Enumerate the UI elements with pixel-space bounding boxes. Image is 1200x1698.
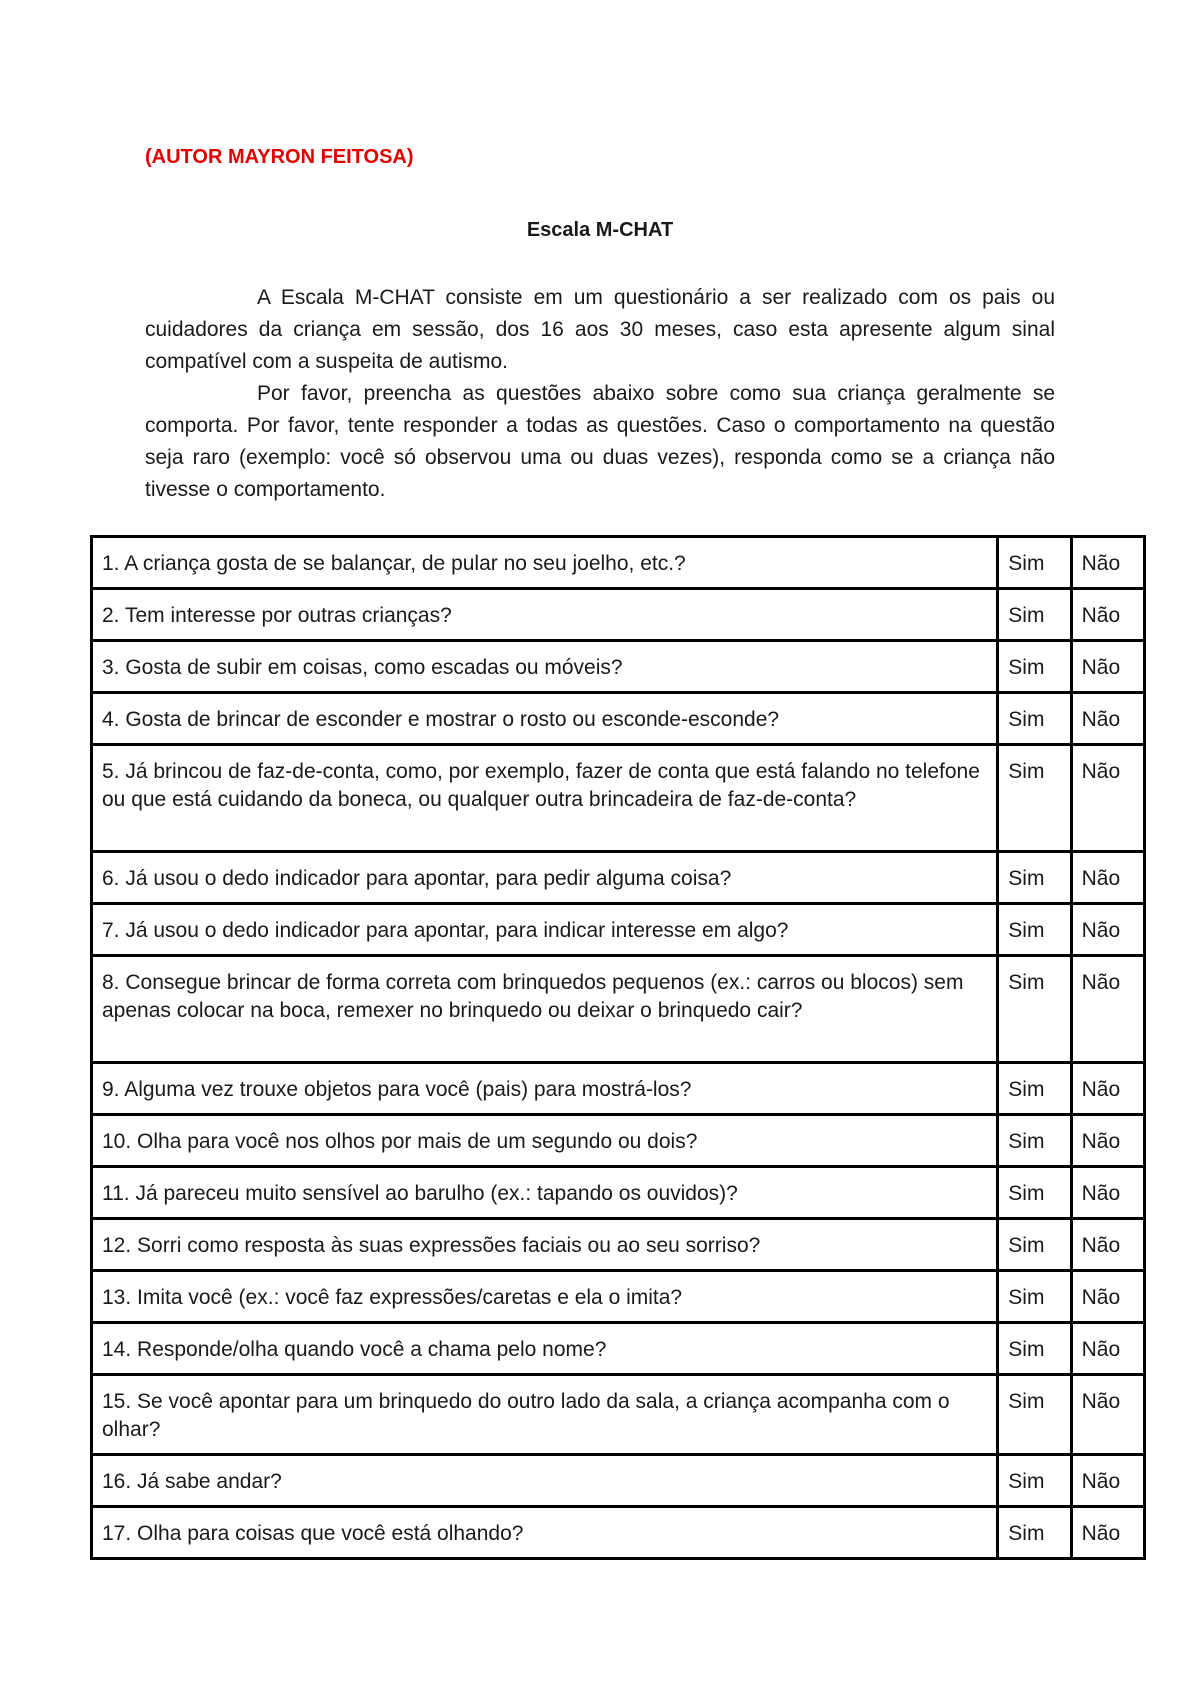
answer-yes[interactable]: Sim xyxy=(998,693,1071,745)
page-title: Escala M-CHAT xyxy=(526,219,674,241)
table-row xyxy=(92,537,1145,589)
answer-no[interactable]: Não xyxy=(1071,1323,1144,1375)
question-text: 3. Gosta de subir em coisas, como escadas ou móveis? xyxy=(92,641,998,693)
question-text: 11. Já pareceu muito sensível ao barulho (ex.: tapando os ouvidos)? xyxy=(92,1167,998,1219)
answer-yes[interactable]: Sim xyxy=(998,537,1071,589)
answer-yes[interactable]: Sim xyxy=(998,1507,1071,1559)
answer-yes[interactable]: Sim xyxy=(998,956,1071,1063)
table-row xyxy=(92,693,1145,745)
author-note: (AUTOR MAYRON FEITOSA) xyxy=(145,146,414,168)
answer-yes[interactable]: Sim xyxy=(998,1063,1071,1115)
table-row xyxy=(92,1455,1145,1507)
answer-no[interactable]: Não xyxy=(1071,745,1144,852)
answer-no[interactable]: Não xyxy=(1071,1219,1144,1271)
answer-yes[interactable]: Sim xyxy=(998,1271,1071,1323)
table-row xyxy=(92,852,1145,904)
table-row xyxy=(92,1375,1145,1455)
table-row xyxy=(92,641,1145,693)
table-row xyxy=(92,1323,1145,1375)
answer-no[interactable]: Não xyxy=(1071,904,1144,956)
intro-paragraph: A Escala M-CHAT consiste em um questionário a ser realizado com os pais ou cuidadores da criança em sessão, dos 16 aos 30 meses, caso esta apresente algum sinal compatível com a suspeita de autismo. xyxy=(145,286,1055,373)
question-text: 14. Responde/olha quando você a chama pelo nome? xyxy=(92,1323,998,1375)
question-text: 9. Alguma vez trouxe objetos para você (pais) para mostrá-los? xyxy=(92,1063,998,1115)
answer-no[interactable]: Não xyxy=(1071,1507,1144,1559)
table-row xyxy=(92,589,1145,641)
questionnaire-table xyxy=(90,535,1146,1560)
answer-yes[interactable]: Sim xyxy=(998,1167,1071,1219)
table-row xyxy=(92,1507,1145,1559)
table-row xyxy=(92,904,1145,956)
answer-yes[interactable]: Sim xyxy=(998,1375,1071,1455)
question-text: 4. Gosta de brincar de esconder e mostrar o rosto ou esconde-esconde? xyxy=(92,693,998,745)
table-row xyxy=(92,1219,1145,1271)
question-text: 16. Já sabe andar? xyxy=(92,1455,998,1507)
question-text: 1. A criança gosta de se balançar, de pular no seu joelho, etc.? xyxy=(92,537,998,589)
question-text: 2. Tem interesse por outras crianças? xyxy=(92,589,998,641)
intro-paragraph: Por favor, preencha as questões abaixo sobre como sua criança geralmente se comporta. Por favor, tente responder a todas as questões. Caso o comportamento na questão seja raro (exemplo: você só observou uma ou duas vezes), responda como se a criança não tivesse o comportamento. xyxy=(145,382,1055,501)
answer-no[interactable]: Não xyxy=(1071,589,1144,641)
answer-yes[interactable]: Sim xyxy=(998,589,1071,641)
question-text: 17. Olha para coisas que você está olhando? xyxy=(92,1507,998,1559)
answer-yes[interactable]: Sim xyxy=(998,1115,1071,1167)
answer-no[interactable]: Não xyxy=(1071,1115,1144,1167)
answer-no[interactable]: Não xyxy=(1071,693,1144,745)
answer-yes[interactable]: Sim xyxy=(998,904,1071,956)
answer-no[interactable]: Não xyxy=(1071,1271,1144,1323)
table-row xyxy=(92,745,1145,852)
answer-no[interactable]: Não xyxy=(1071,1167,1144,1219)
intro-text xyxy=(145,282,1055,506)
answer-yes[interactable]: Sim xyxy=(998,745,1071,852)
answer-yes[interactable]: Sim xyxy=(998,1219,1071,1271)
answer-no[interactable]: Não xyxy=(1071,852,1144,904)
table-row xyxy=(92,1115,1145,1167)
answer-yes[interactable]: Sim xyxy=(998,1455,1071,1507)
question-text: 10. Olha para você nos olhos por mais de um segundo ou dois? xyxy=(92,1115,998,1167)
question-text: 12. Sorri como resposta às suas expressões faciais ou ao seu sorriso? xyxy=(92,1219,998,1271)
question-text: 7. Já usou o dedo indicador para apontar, para indicar interesse em algo? xyxy=(92,904,998,956)
question-text: 6. Já usou o dedo indicador para apontar, para pedir alguma coisa? xyxy=(92,852,998,904)
answer-no[interactable]: Não xyxy=(1071,1375,1144,1455)
question-text: 15. Se você apontar para um brinquedo do outro lado da sala, a criança acompanha com o olhar? xyxy=(92,1375,998,1455)
answer-yes[interactable]: Sim xyxy=(998,641,1071,693)
question-text: 5. Já brincou de faz-de-conta, como, por exemplo, fazer de conta que está falando no telefone ou que está cuidando da boneca, ou qualquer outra brincadeira de faz-de-conta? xyxy=(92,745,998,852)
table-row xyxy=(92,1271,1145,1323)
table-row xyxy=(92,1167,1145,1219)
question-text: 8. Consegue brincar de forma correta com brinquedos pequenos (ex.: carros ou blocos) sem apenas colocar na boca, remexer no brinquedo ou deixar o brinquedo cair? xyxy=(92,956,998,1063)
table-row xyxy=(92,956,1145,1063)
answer-no[interactable]: Não xyxy=(1071,1063,1144,1115)
answer-no[interactable]: Não xyxy=(1071,641,1144,693)
answer-yes[interactable]: Sim xyxy=(998,852,1071,904)
answer-no[interactable]: Não xyxy=(1071,956,1144,1063)
table-row xyxy=(92,1063,1145,1115)
answer-no[interactable]: Não xyxy=(1071,537,1144,589)
answer-no[interactable]: Não xyxy=(1071,1455,1144,1507)
answer-yes[interactable]: Sim xyxy=(998,1323,1071,1375)
question-text: 13. Imita você (ex.: você faz expressões/caretas e ela o imita? xyxy=(92,1271,998,1323)
